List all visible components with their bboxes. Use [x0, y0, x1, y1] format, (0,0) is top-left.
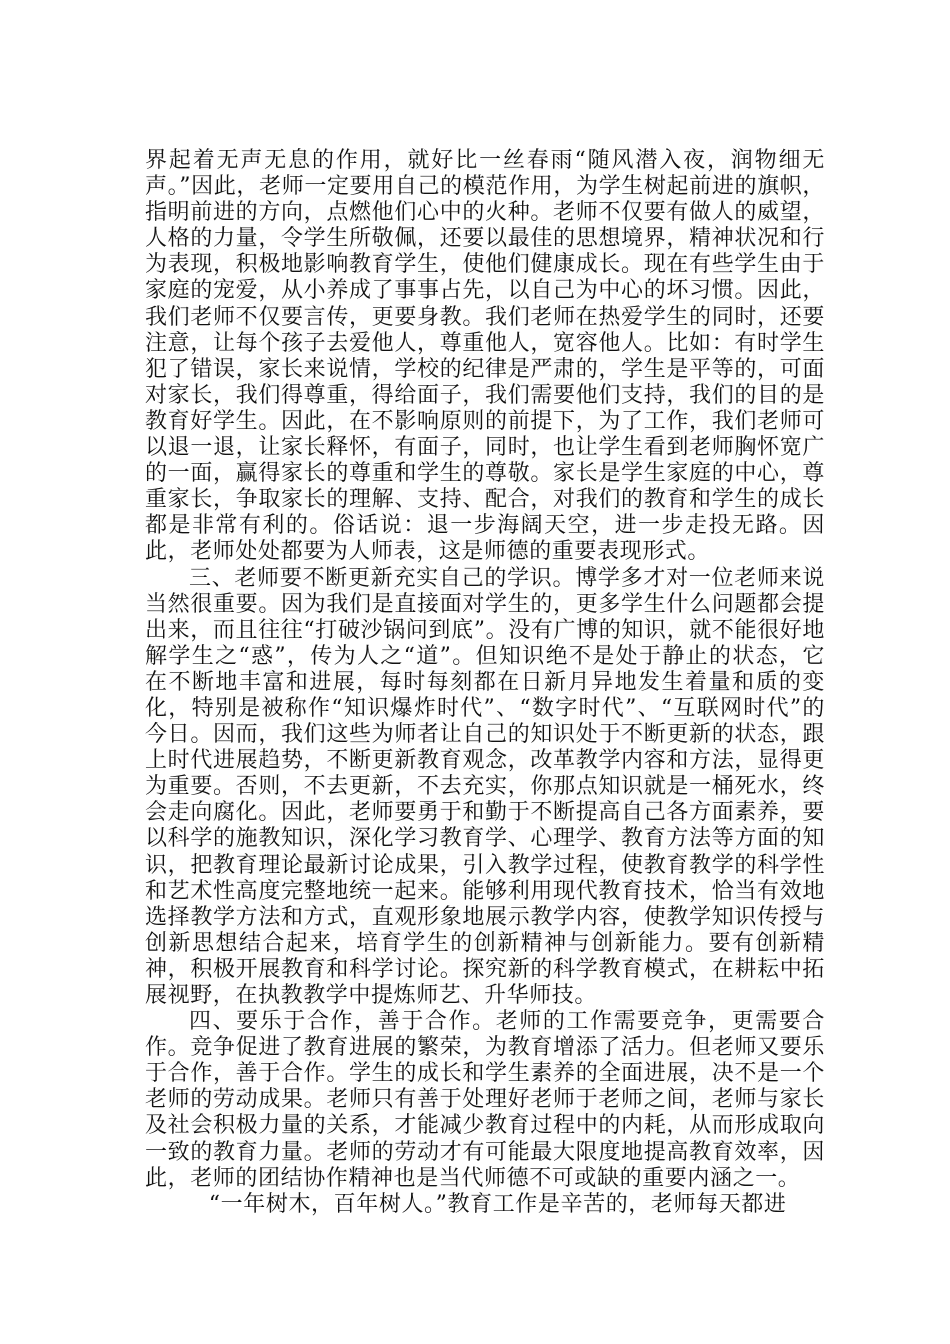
paragraph-continued: 界起着无声无息的作用，就好比一丝春雨“随风潜入夜，润物细无声。”因此，老师一定要用自己的模范作用，为学生树起前进的旗帜，指明前进的方向，点燃他们心中的火种。老师不仅要有做人的威望，人格的力量，令学生所敬佩，还要以最佳的思想境界，精神状况和行为表现，积极地影响教育学生，使他们健康成长。现在有些学生由于家庭的宠爱，从小养成了事事占先，以自己为中心的坏习惯。因此，我们老师不仅要言传，更要身教。我们老师在热爱学生的同时，还要注意，让每个孩子去爱他人，尊重他人，宽容他人。比如：有时学生犯了错误，家长来说情，学校的纪律是严肃的，学生是平等的，可面对家长，我们得尊重，得给面子，我们需要他们支持，我们的目的是教育好学生。因此，在不影响原则的前提下，为了工作，我们老师可以退一退，让家长释怀，有面子，同时，也让学生看到老师胸怀宽广的一面，赢得家长的尊重和学生的尊敬。家长是学生家庭的中心，尊重家长，争取家长的理解、支持、配合，对我们的教育和学生的成长都是非常有利的。俗话说：退一步海阔天空，进一步走投无路。因此，老师处处都要为人师表，这是师德的重要表现形式。 — [145, 148, 825, 565]
paragraph-section-four: 四、要乐于合作，善于合作。老师的工作需要竞争，更需要合作。竞争促进了教育进展的繁荣，为教育增添了活力。但老师又要乐于合作，善于合作。学生的成长和学生素养的全面进展，决不是一个老师的劳动成果。老师只有善于处理好老师于老师之间，老师与家长及社会积极力量的关系，才能减少教育过程中的内耗，从而形成取向一致的教育力量。老师的劳动才有可能最大限度地提高教育效率，因此，老师的团结协作精神也是当代师德不可或缺的重要内涵之一。 — [145, 1009, 825, 1191]
paragraph-closing: “一年树木，百年树人。”教育工作是辛苦的，老师每天都进 — [208, 1191, 787, 1217]
paragraph-section-three: 三、老师要不断更新充实自己的学识。博学多才对一位老师来说当然很重要。因为我们是直接面对学生的，更多学生什么问题都会提出来，而且往往“打破沙锅问到底”。没有广博的知识，就不能很好地解学生之“惑”，传为人之“道”。但知识绝不是处于静止的状态，它在不断地丰富和进展，每时每刻都在日新月异地发生着量和质的变化，特别是被称作“知识爆炸时代”、“数字时代”、“互联网时代”的今日。因而，我们这些为师者让自己的知识处于不断更新的状态，跟上时代进展趋势，不断更新教育观念，改革教学内容和方法，显得更为重要。否则，不去更新，不去充实，你那点知识就是一桶死水，终会走向腐化。因此，老师要勇于和勤于不断提高自己各方面素养，要以科学的施教知识，深化学习教育学、心理学、教育方法等方面的知识，把教育理论最新讨论成果，引入教学过程，使教育教学的科学性和艺术性高度完整地统一起来。能够利用现代教育技术，恰当有效地选择教学方法和方式，直观形象地展示教学内容，使教学知识传授与创新思想结合起来，培育学生的创新精神与创新能力。要有创新精神，积极开展教育和科学讨论。探究新的科学教育模式，在耕耘中拓展视野，在执教教学中提炼师艺、升华师技。 — [145, 565, 825, 1008]
document-body — [145, 148, 825, 1218]
